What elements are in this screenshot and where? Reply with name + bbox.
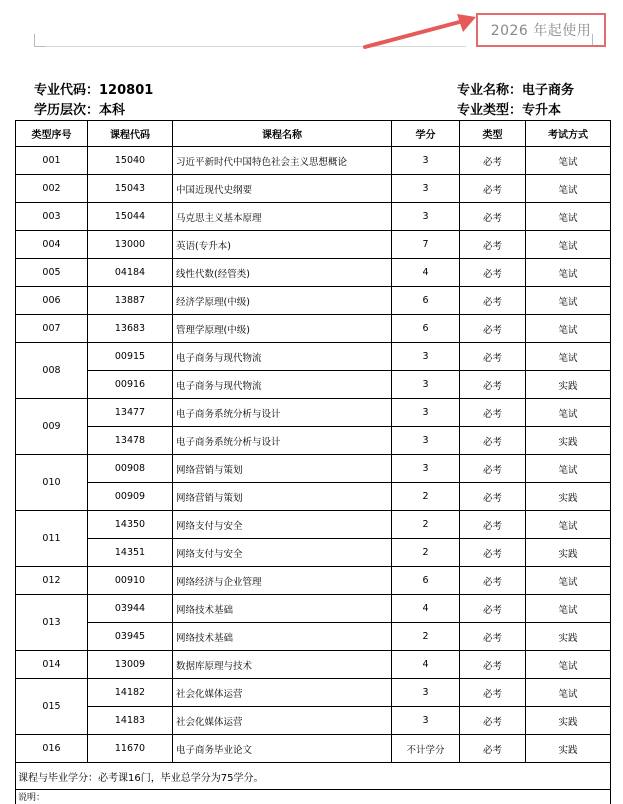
cell-exam: 实践 [526,371,611,399]
cell-code: 15043 [88,175,173,203]
cell-credit: 4 [392,259,460,287]
cell-credit: 2 [392,483,460,511]
cell-name: 习近平新时代中国特色社会主义思想概论 [173,147,392,175]
stamp-text: 2026 年起使用 [491,20,592,40]
cell-exam: 笔试 [526,343,611,371]
cell-credit: 3 [392,427,460,455]
cell-name: 网络支付与安全 [173,511,392,539]
table-row [16,147,611,175]
cell-credit: 4 [392,595,460,623]
cell-code: 15040 [88,147,173,175]
cell-type: 必考 [460,315,526,343]
col-header-exam: 考试方式 [526,121,611,147]
cell-seq: 016 [16,735,88,763]
cell-name: 线性代数(经管类) [173,259,392,287]
table-row [16,259,611,287]
cell-code: 13477 [88,399,173,427]
cell-name: 网络营销与策划 [173,455,392,483]
cell-credit: 3 [392,399,460,427]
table-header-row [16,121,611,147]
col-header-type: 类型 [460,121,526,147]
cell-seq: 012 [16,567,88,595]
cell-seq: 009 [16,399,88,455]
cell-exam: 笔试 [526,651,611,679]
cell-code: 03945 [88,623,173,651]
table-row [16,371,611,399]
cell-code: 00910 [88,567,173,595]
major-type: 专业类型：专升本 [457,99,561,118]
cell-exam: 笔试 [526,595,611,623]
cell-credit: 3 [392,455,460,483]
summary-text: 课程与毕业学分：必考课16门，毕业总学分为75学分。 [16,763,611,790]
cell-name: 网络技术基础 [173,623,392,651]
cell-type: 必考 [460,231,526,259]
cell-type: 必考 [460,539,526,567]
cell-type: 必考 [460,679,526,707]
table-row [16,455,611,483]
cell-credit: 2 [392,511,460,539]
table-row [16,511,611,539]
effective-year-stamp [476,13,606,47]
col-header-code: 课程代码 [88,121,173,147]
col-header-credit: 学分 [392,121,460,147]
pointer-arrow-icon [355,12,480,52]
cell-exam: 笔试 [526,287,611,315]
table-row [16,595,611,623]
cell-name: 网络营销与策划 [173,483,392,511]
cell-type: 必考 [460,623,526,651]
cell-credit: 不计学分 [392,735,460,763]
major-name: 专业名称：电子商务 [457,79,574,98]
cell-code: 15044 [88,203,173,231]
table-row [16,231,611,259]
cell-type: 必考 [460,511,526,539]
cell-exam: 笔试 [526,399,611,427]
cell-exam: 笔试 [526,147,611,175]
table-row [16,287,611,315]
cell-code: 13683 [88,315,173,343]
cell-credit: 3 [392,679,460,707]
cell-exam: 笔试 [526,203,611,231]
cell-name: 管理学原理(中级) [173,315,392,343]
table-row [16,539,611,567]
cell-code: 14182 [88,679,173,707]
cell-seq: 007 [16,315,88,343]
cell-exam: 笔试 [526,259,611,287]
table-row [16,483,611,511]
cell-exam: 笔试 [526,511,611,539]
cell-code: 13000 [88,231,173,259]
cell-type: 必考 [460,651,526,679]
cell-code: 14351 [88,539,173,567]
cell-seq: 002 [16,175,88,203]
cell-exam: 笔试 [526,231,611,259]
col-header-seq: 类型序号 [16,121,88,147]
cell-code: 13009 [88,651,173,679]
cell-seq: 011 [16,511,88,567]
table-row [16,399,611,427]
cell-type: 必考 [460,343,526,371]
cell-seq: 008 [16,343,88,399]
cell-type: 必考 [460,203,526,231]
cell-type: 必考 [460,259,526,287]
cell-type: 必考 [460,567,526,595]
cell-credit: 2 [392,623,460,651]
cell-code: 11670 [88,735,173,763]
cell-seq: 005 [16,259,88,287]
cell-code: 04184 [88,259,173,287]
cell-code: 00915 [88,343,173,371]
cell-seq: 013 [16,595,88,651]
cell-credit: 3 [392,147,460,175]
table-row [16,343,611,371]
cell-name: 网络支付与安全 [173,539,392,567]
cell-name: 数据库原理与技术 [173,651,392,679]
cell-name: 经济学原理(中级) [173,287,392,315]
cell-exam: 实践 [526,735,611,763]
cell-code: 13478 [88,427,173,455]
cell-credit: 7 [392,231,460,259]
cell-code: 00909 [88,483,173,511]
cell-code: 00916 [88,371,173,399]
cell-credit: 6 [392,315,460,343]
cell-type: 必考 [460,147,526,175]
cell-name: 社会化媒体运营 [173,679,392,707]
cell-type: 必考 [460,399,526,427]
cell-type: 必考 [460,595,526,623]
cell-exam: 笔试 [526,679,611,707]
cell-exam: 实践 [526,483,611,511]
col-header-name: 课程名称 [173,121,392,147]
notes-row [16,790,611,804]
cell-credit: 3 [392,175,460,203]
table-row [16,567,611,595]
cell-credit: 2 [392,539,460,567]
cell-name: 电子商务与现代物流 [173,371,392,399]
cell-exam: 笔试 [526,175,611,203]
cell-name: 电子商务毕业论文 [173,735,392,763]
cell-credit: 6 [392,567,460,595]
cell-name: 马克思主义基本原理 [173,203,392,231]
cell-exam: 实践 [526,707,611,735]
cell-name: 电子商务与现代物流 [173,343,392,371]
cell-seq: 010 [16,455,88,511]
cell-code: 14183 [88,707,173,735]
cell-credit: 3 [392,343,460,371]
cell-credit: 3 [392,203,460,231]
table-row [16,315,611,343]
table-row [16,427,611,455]
cell-credit: 3 [392,371,460,399]
table-row [16,735,611,763]
cell-exam: 实践 [526,427,611,455]
notes-label: 说明： [16,790,611,804]
cell-name: 社会化媒体运营 [173,707,392,735]
cell-seq: 015 [16,679,88,735]
cell-credit: 4 [392,651,460,679]
cell-name: 电子商务系统分析与设计 [173,427,392,455]
cell-seq: 014 [16,651,88,679]
cell-credit: 3 [392,707,460,735]
table-row [16,707,611,735]
cell-exam: 笔试 [526,455,611,483]
major-code: 专业代码：120801 [34,79,153,98]
table-row [16,679,611,707]
cell-type: 必考 [460,483,526,511]
education-level: 学历层次：本科 [34,99,125,118]
table-row [16,651,611,679]
cell-seq: 006 [16,287,88,315]
cell-seq: 003 [16,203,88,231]
cell-exam: 实践 [526,539,611,567]
cell-code: 14350 [88,511,173,539]
cell-type: 必考 [460,455,526,483]
cell-credit: 6 [392,287,460,315]
cell-name: 中国近现代史纲要 [173,175,392,203]
cell-code: 03944 [88,595,173,623]
cell-type: 必考 [460,287,526,315]
cell-code: 00908 [88,455,173,483]
cell-type: 必考 [460,735,526,763]
cell-exam: 笔试 [526,567,611,595]
cell-type: 必考 [460,427,526,455]
cell-seq: 001 [16,147,88,175]
table-row [16,175,611,203]
cell-code: 13887 [88,287,173,315]
cell-name: 英语(专升本) [173,231,392,259]
cell-type: 必考 [460,707,526,735]
table-row [16,623,611,651]
cell-name: 电子商务系统分析与设计 [173,399,392,427]
cell-type: 必考 [460,371,526,399]
summary-row [16,763,611,790]
cell-type: 必考 [460,175,526,203]
table-row [16,203,611,231]
cell-exam: 实践 [526,623,611,651]
cell-seq: 004 [16,231,88,259]
cell-name: 网络经济与企业管理 [173,567,392,595]
course-table [15,120,611,804]
cell-exam: 笔试 [526,315,611,343]
cell-name: 网络技术基础 [173,595,392,623]
